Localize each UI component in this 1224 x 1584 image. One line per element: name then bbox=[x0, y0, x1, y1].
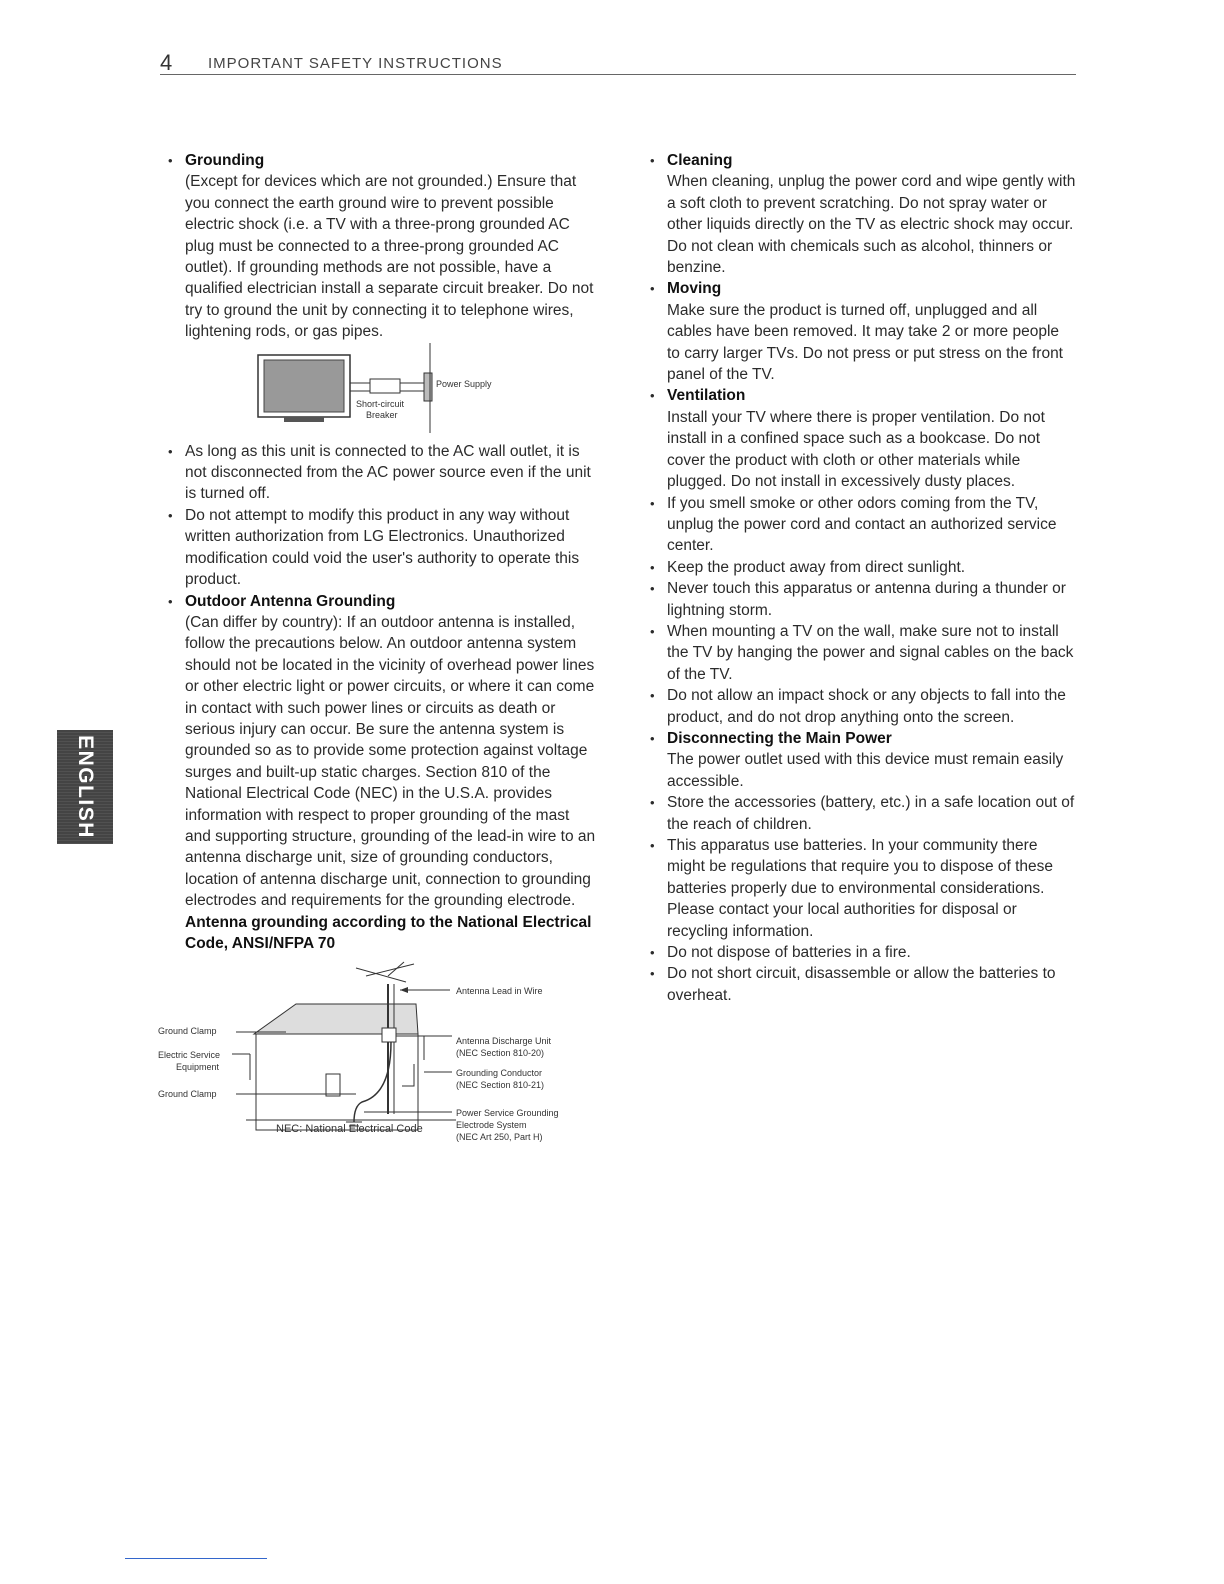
batteries-item bbox=[648, 835, 1076, 942]
moving-item bbox=[648, 278, 1076, 385]
power-supply-label: Power Supply bbox=[436, 378, 492, 389]
breaker-label-1: Short-circuit bbox=[356, 398, 405, 409]
footer-rule bbox=[125, 1558, 267, 1559]
mounting-item bbox=[648, 621, 1076, 685]
fire-item bbox=[648, 942, 1076, 963]
lead-in-label: Antenna Lead in Wire bbox=[456, 986, 543, 997]
modify-item bbox=[166, 505, 598, 591]
ground-clamp-label-1: Ground Clamp bbox=[158, 1026, 217, 1037]
language-tab-label: ENGLISH bbox=[74, 735, 97, 839]
moving-text: Make sure the product is turned off, unplugged and all cables have been removed. It may take 2 or more people to carry larger TVs. Do not press or put stress on the front panel of the TV. bbox=[667, 301, 1063, 384]
conductor-label-2: (NEC Section 810-21) bbox=[456, 1080, 545, 1091]
cleaning-item bbox=[648, 150, 1076, 278]
grounding-figure bbox=[166, 343, 598, 441]
ventilation-item bbox=[648, 385, 1076, 492]
outlet-icon bbox=[424, 373, 432, 401]
ac-wall-item bbox=[166, 441, 598, 505]
discharge-label-1: Antenna Discharge Unit bbox=[456, 1036, 552, 1047]
disconnect-item bbox=[648, 728, 1076, 792]
nec-label: NEC: National Electrical Code bbox=[276, 1123, 423, 1136]
smoke-item bbox=[648, 493, 1076, 557]
service-box bbox=[326, 1074, 340, 1096]
tv-stand bbox=[284, 417, 324, 422]
tv-screen bbox=[264, 360, 344, 412]
antenna-grounding-figure bbox=[156, 954, 598, 1166]
right-column bbox=[648, 150, 1076, 1006]
ventilation-title: • Ventilation bbox=[667, 387, 746, 405]
cleaning-text: When cleaning, unplug the power cord and wipe gently with a soft cloth to prevent scratching. Do not spray water or other liquids directly on the TV as electric shock may occur. Do not clean with chemicals such as alcohol, thinners or benzine. bbox=[667, 173, 1076, 277]
accessories-item bbox=[648, 792, 1076, 835]
mounting-text: • When mounting a TV on the wall, make sure not to install the TV by hanging the power and signal cables on the back of the TV. bbox=[667, 622, 1074, 683]
antenna-item bbox=[166, 591, 598, 912]
ground-clamp-label-2: Ground Clamp bbox=[158, 1089, 217, 1100]
short-text: • Do not short circuit, disassemble or allow the batteries to overheat. bbox=[667, 965, 1056, 1004]
breaker-label-2: Breaker bbox=[366, 409, 398, 420]
psg-label-3: (NEC Art 250, Part H) bbox=[456, 1132, 543, 1143]
discharge-unit bbox=[382, 1028, 396, 1042]
batteries-text: • This apparatus use batteries. In your community there might be regulations that require you to dispose of these batteries properly due to environmental considerations. Please contact your local authorities for disposal or recycling information. bbox=[667, 837, 1054, 940]
discharge-label-2: (NEC Section 810-20) bbox=[456, 1048, 545, 1059]
storm-text: • Never touch this apparatus or antenna during a thunder or lightning storm. bbox=[667, 580, 1066, 619]
ventilation-text: Install your TV where there is proper ventilation. Do not install in a confined space such as a bookcase. Do not cover the product with cloth or other materials while plugged. Do not install in excessively dusty places. bbox=[667, 408, 1045, 491]
ac-wall-text: • As long as this unit is connected to the AC wall outlet, it is not disconnected from the AC power source even if the unit is turned off. bbox=[185, 442, 591, 503]
sunlight-text: • Keep the product away from direct sunlight. bbox=[667, 558, 966, 576]
antenna-text: (Can differ by country): If an outdoor antenna is installed, follow the precautions below. An outdoor antenna system should not be located in the vicinity of overhead power lines or other electric light or power circuits, or where it can come in contact with such power lines or circuits as death or serious injury can occur. Be sure the antenna system is grounded so as to provide some protection against voltage surges and built-up static charges. Section 810 of the National Electrical Code (NEC) in the U.S.A. provides information with respect to proper grounding of the mast and supporting structure, grounding of the lead-in wire to an antenna discharge unit, size of grounding conductors, location of antenna discharge unit, connection to grounding electrodes and requirements for the grounding electrode. bbox=[185, 613, 596, 910]
antenna-element bbox=[356, 968, 406, 982]
language-tab bbox=[57, 730, 113, 844]
conductor-label-1: Grounding Conductor bbox=[456, 1068, 543, 1079]
smoke-text: • If you smell smoke or other odors coming from the TV, unplug the power cord and contact an authorized service center. bbox=[667, 494, 1057, 555]
storm-item bbox=[648, 578, 1076, 621]
grounding-item bbox=[166, 150, 598, 343]
sunlight-item bbox=[648, 557, 1076, 578]
antenna-title: • Outdoor Antenna Grounding bbox=[185, 592, 396, 610]
impact-item bbox=[648, 685, 1076, 728]
accessories-text: • Store the accessories (battery, etc.) in a safe location out of the reach of children. bbox=[667, 794, 1075, 833]
page-number: 4 bbox=[160, 50, 173, 75]
page-header bbox=[160, 50, 1076, 75]
disconnect-title: • Disconnecting the Main Power bbox=[667, 729, 892, 747]
grounding-title: • Grounding bbox=[185, 152, 265, 169]
electric-service-label-2: Equipment bbox=[176, 1062, 220, 1073]
psg-label-2: Electrode System bbox=[456, 1120, 527, 1131]
moving-title: • Moving bbox=[667, 280, 722, 298]
antenna-subheading: Antenna grounding according to the National Electrical Code, ANSI/NFPA 70 bbox=[185, 913, 592, 952]
electric-service-label-1: Electric Service bbox=[158, 1050, 221, 1061]
left-column bbox=[158, 150, 598, 1166]
impact-text: • Do not allow an impact shock or any objects to fall into the product, and do not drop anything onto the screen. bbox=[667, 687, 1066, 726]
breaker-icon bbox=[370, 379, 400, 393]
fire-text: • Do not dispose of batteries in a fire. bbox=[667, 944, 911, 962]
modify-text: • Do not attempt to modify this product in any way without written authorization from LG Electronics. Unauthorized modification could void the user's authority to operate this product. bbox=[185, 506, 580, 589]
grounding-text: (Except for devices which are not grounded.) Ensure that you connect the earth ground wire to prevent possible electric shock (i.e. a TV with a three-prong grounded AC plug must be connected to a three-prong grounded AC outlet). If grounding methods are not possible, have a qualified electrician install a separate circuit breaker. Do not try to ground the unit by connecting it to telephone wires, lightening rods, or gas pipes. bbox=[185, 173, 594, 341]
psg-label-1: Power Service Grounding bbox=[456, 1108, 559, 1119]
disconnect-text: The power outlet used with this device must remain easily accessible. bbox=[667, 751, 1064, 790]
cleaning-title: • Cleaning bbox=[667, 152, 733, 169]
short-item bbox=[648, 963, 1076, 1006]
section-title: IMPORTANT SAFETY INSTRUCTIONS bbox=[208, 55, 503, 72]
